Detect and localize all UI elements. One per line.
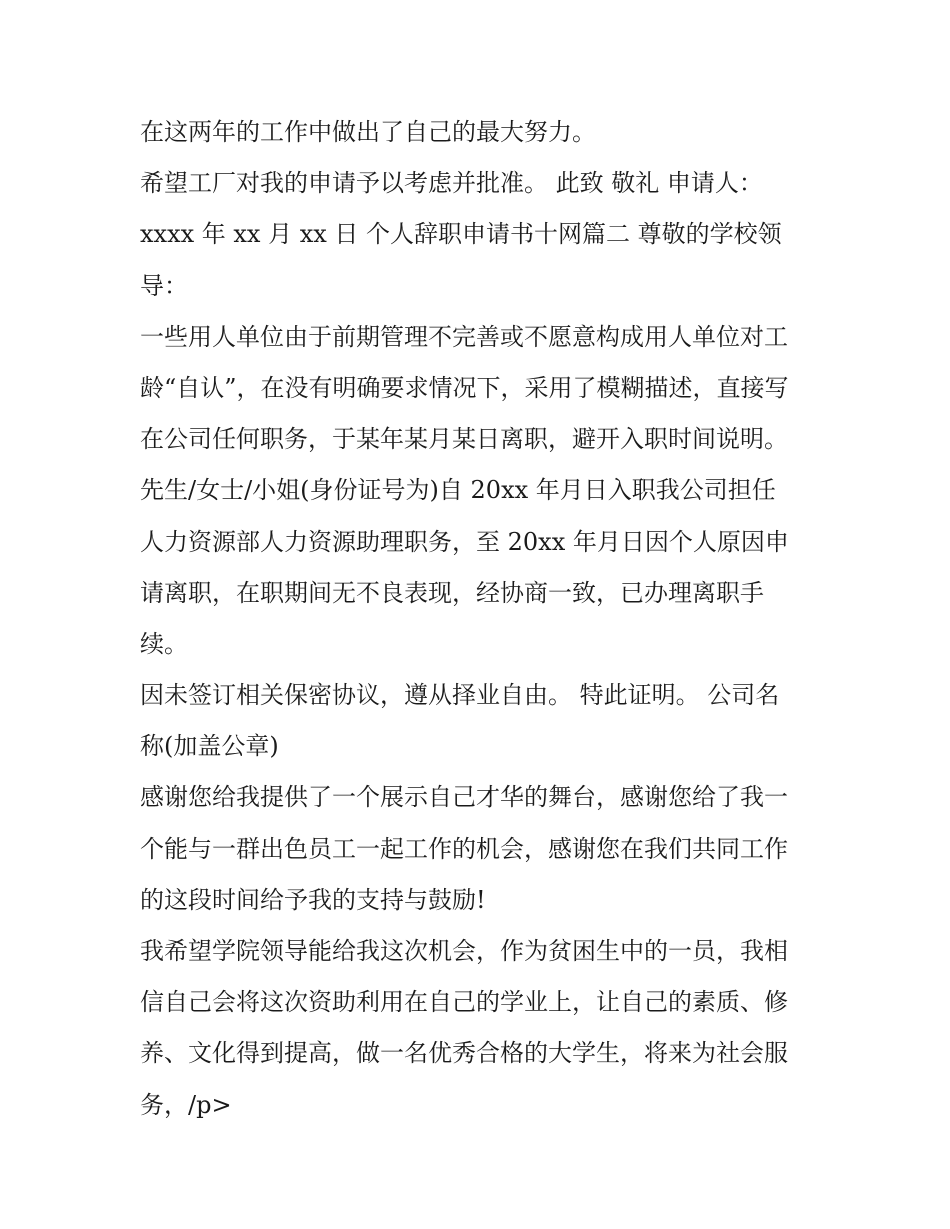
text-line-17: 我希望学院领导能给我这次机会，作为贫困生中的一员，我相	[140, 937, 788, 965]
text-line-3: xxxx 年 xx 月 xx 日 个人辞职申请书十网篇二 尊敬的学校领	[140, 220, 782, 249]
text-line-10: 请离职，在职期间无不良表现，经协商一致，已办理离职手	[140, 578, 764, 607]
text-line-20: 务，/p>	[140, 1090, 232, 1119]
text-line-15: 个能与一群出色员工一起工作的机会，感谢您在我们共同工作	[140, 834, 788, 863]
text-line-1: 在这两年的工作中做出了自己的最大努力。	[140, 118, 596, 146]
text-line-12: 因未签订相关保密协议，遵从择业自由。 特此证明。 公司名	[140, 681, 780, 710]
text-line-6: 龄“自认”，在没有明确要求情况下，采用了模糊描述，直接写	[140, 373, 789, 402]
text-line-18: 信自己会将这次资助利用在自己的学业上，让自己的素质、修	[140, 988, 788, 1017]
document-body	[140, 107, 820, 1131]
text-line-4: 导：	[140, 271, 188, 300]
text-line-13: 称(加盖公章)	[140, 732, 279, 761]
text-line-14: 感谢您给我提供了一个展示自己才华的舞台，感谢您给了我一	[140, 783, 788, 812]
text-line-9: 人力资源部人力资源助理职务，至 20xx 年月日因个人原因申	[140, 527, 789, 556]
text-line-5: 一些用人单位由于前期管理不完善或不愿意构成用人单位对工	[140, 322, 788, 351]
text-line-19: 养、文化得到提高，做一名优秀合格的大学生，将来为社会服	[140, 1039, 788, 1068]
text-line-7: 在公司任何职务，于某年某月某日离职，避开入职时间说明。	[140, 425, 788, 454]
text-line-11: 续。	[140, 629, 188, 658]
text-line-2: 希望工厂对我的申请予以考虑并批准。 此致 敬礼 申请人：	[140, 169, 763, 198]
text-line-16: 的这段时间给予我的支持与鼓励!	[140, 885, 486, 914]
text-line-8: 先生/女士/小姐(身份证号为)自 20xx 年月日入职我公司担任	[140, 476, 776, 505]
